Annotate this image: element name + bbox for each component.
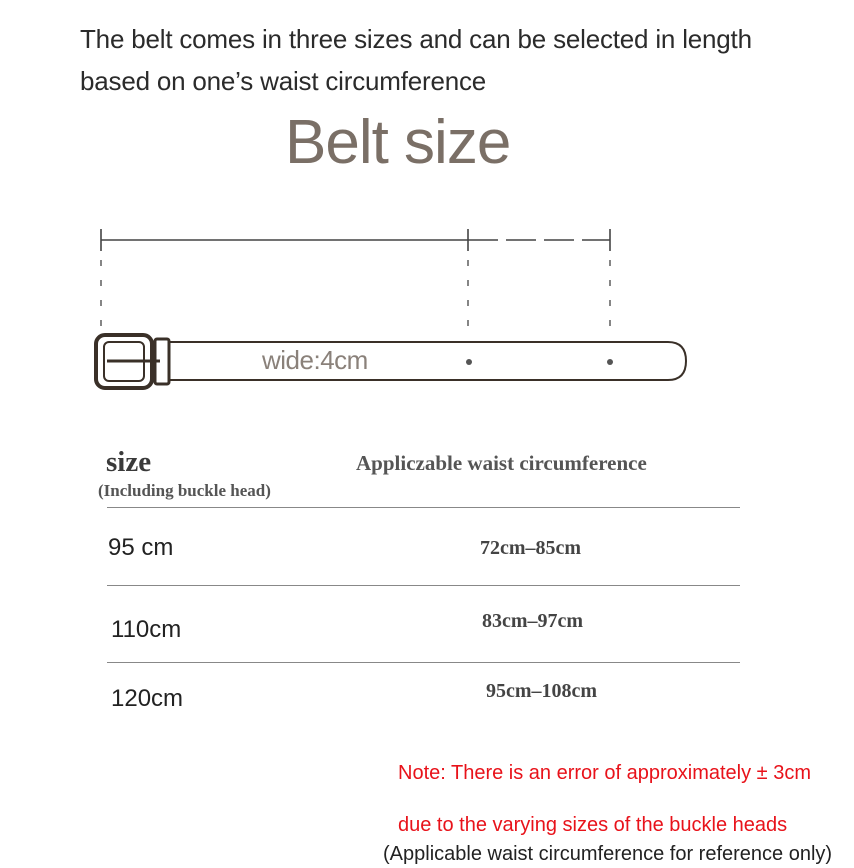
table-divider: [107, 662, 740, 663]
belt-hole: [607, 359, 613, 365]
intro-line-1: The belt comes in three sizes and can be selected in length: [80, 24, 752, 54]
table-row-size: 110cm: [111, 616, 182, 643]
dimension-lines: [101, 229, 610, 328]
size-column-subheader: (Including buckle head): [98, 481, 271, 500]
table-row-waist: 72cm–85cm: [480, 537, 582, 559]
note-buckle-line: due to the varying sizes of the buckle heads: [398, 814, 788, 836]
table-row-waist: 83cm–97cm: [482, 610, 584, 632]
table-row-size: 120cm: [111, 685, 184, 712]
note-reference-line: (Applicable waist circumference for reference only): [383, 843, 833, 865]
size-column-header: size: [106, 446, 152, 478]
table-row-size: 95 cm: [108, 534, 174, 561]
intro-line-2: based on one’s waist circumference: [80, 66, 487, 96]
intro-text: [80, 18, 820, 102]
page-title: Belt size: [285, 108, 511, 177]
waist-column-header: Appliczable waist circumference: [356, 451, 647, 475]
buckle-icon: [96, 335, 160, 388]
belt-hole: [466, 359, 472, 365]
belt-width-label: wide:4cm: [262, 345, 368, 375]
table-row-waist: 95cm–108cm: [486, 680, 598, 702]
table-divider: [107, 507, 740, 508]
belt-diagram: [0, 220, 854, 400]
belt-strap: [160, 342, 686, 380]
table-divider: [107, 585, 740, 586]
note-error-line: Note: There is an error of approximately ± 3cm: [398, 762, 811, 784]
